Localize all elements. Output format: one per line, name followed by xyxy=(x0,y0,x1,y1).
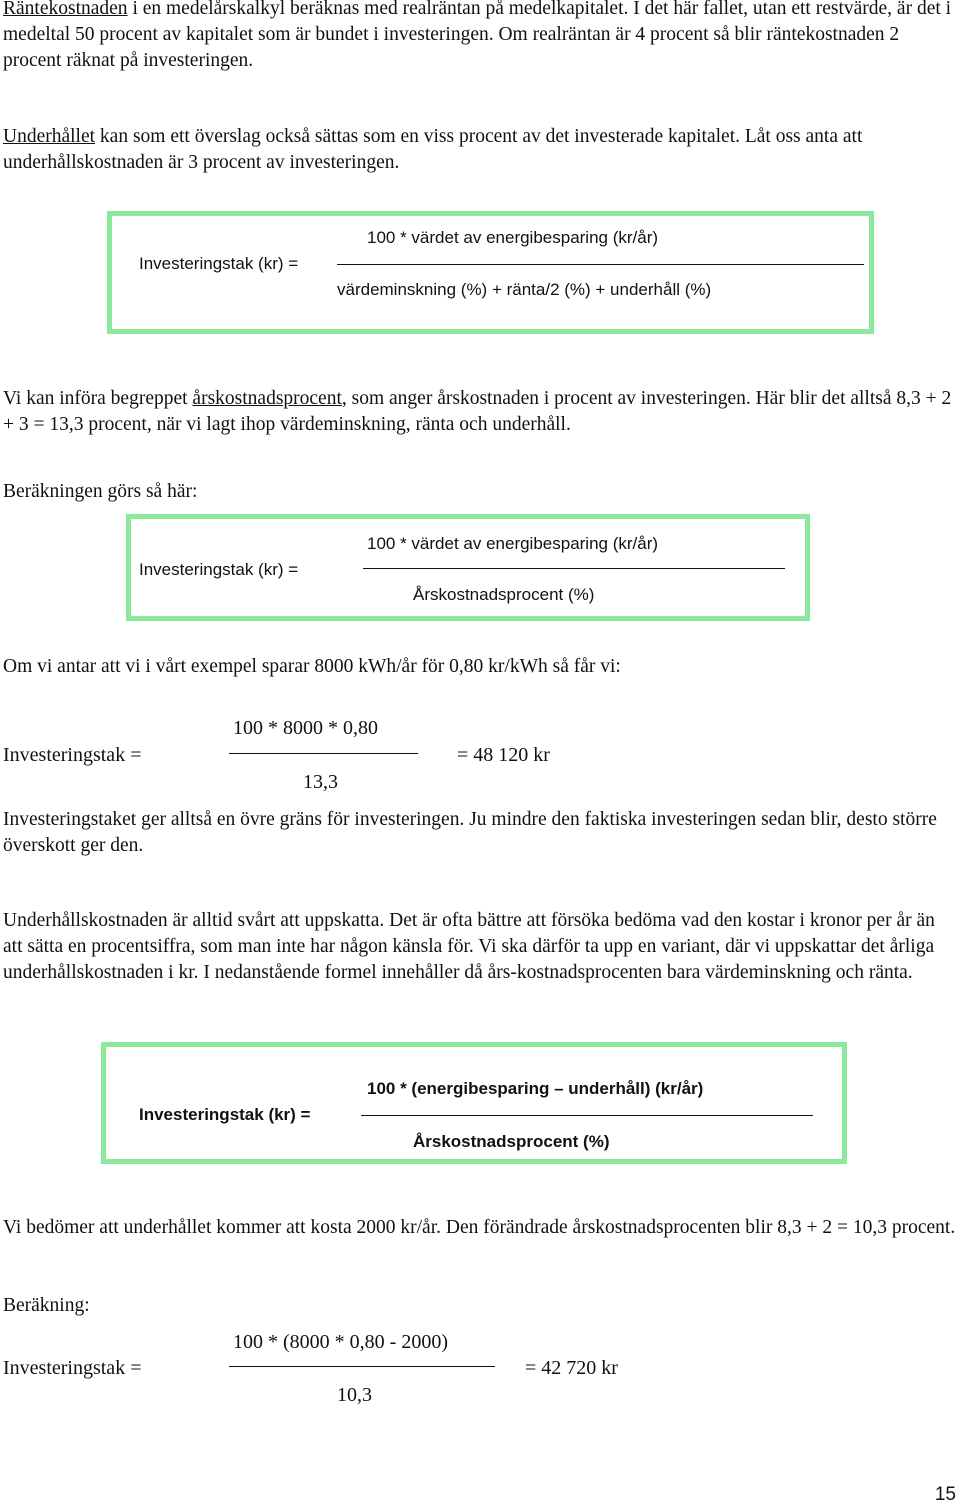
calc-result: = 48 120 kr xyxy=(457,744,550,766)
formula-lhs: Investeringstak (kr) = xyxy=(139,1105,311,1124)
formula-numerator: 100 * värdet av energibesparing (kr/år) xyxy=(367,228,659,247)
paragraph-annual-cost-percent: Vi kan införa begreppet årskostnadsprocent, som anger årskostnaden i procent av investeringen. Här blir det alltså 8,3 + 2 + 3 = 13,3 procent, när vi lagt ihop värdeminskning, ränta och underhåll. xyxy=(3,388,952,435)
paragraph-interest-cost xyxy=(3,0,958,74)
calc-numerator: 100 * (8000 * 0,80 - 2000) xyxy=(233,1331,448,1353)
calc-lhs: Investeringstak = xyxy=(3,1357,142,1379)
paragraph-maintenance-estimate: Underhållskostnaden är alltid svårt att uppskatta. Det är ofta bättre att försöka bedöma vad den kostar i kronor per år än att sätta en procentsiffra, som man inte har någon känsla för. Vi ska därför ta upp en variant, där vi uppskattar det årliga underhållskostnaden i kr. I nedanstående formel innehåller då års-kostnadsprocenten bara värdeminskning och ränta. xyxy=(3,910,935,983)
formula-lhs: Investeringstak (kr) = xyxy=(139,254,299,273)
paragraph-new-percentage: Vi bedömer att underhållet kommer att kosta 2000 kr/år. Den förändrade årskostnadsprocenten blir 8,3 + 2 = 10,3 procent. xyxy=(3,1217,956,1238)
fraction-line xyxy=(229,753,418,754)
paragraph-calculation-intro: Beräkningen görs så här: xyxy=(3,481,198,502)
term-underhallet: Underhållet xyxy=(3,126,96,147)
formula-box-1 xyxy=(107,211,874,334)
fraction-line xyxy=(363,568,785,569)
paragraph-text: kan som ett överslag också sättas som en viss procent av det investerade kapitalet. Låt oss anta att underhållskostnaden är 3 procent av investeringen. xyxy=(3,126,863,173)
formula-denominator: Årskostnadsprocent (%) xyxy=(413,585,595,604)
formula-denominator: Årskostnadsprocent (%) xyxy=(413,1132,610,1151)
paragraph-maintenance xyxy=(3,124,958,176)
fraction-line xyxy=(229,1366,495,1367)
formula-box-3 xyxy=(101,1042,847,1164)
paragraph-calculation-label: Beräkning: xyxy=(3,1295,90,1316)
paragraph-text: i en medelårskalkyl beräknas med realräntan på medelkapitalet. I det här fallet, utan ett restvärde, är det i medeltal 50 procent av kapitalet som är bundet i investeringen. Om realräntan är 4 procent så blir räntekostnaden 2 procent räknat på investeringen. xyxy=(3,0,952,71)
fraction-line xyxy=(361,1115,813,1116)
formula-numerator: 100 * värdet av energibesparing (kr/år) xyxy=(367,534,659,553)
paragraph-investment-ceiling: Investeringstaket ger alltså en övre gräns för investeringen. Ju mindre den faktiska investeringen sedan blir, desto större överskott ger den. xyxy=(3,809,937,856)
calc-numerator: 100 * 8000 * 0,80 xyxy=(233,717,378,739)
formula-numerator: 100 * (energibesparing – underhåll) (kr/år) xyxy=(367,1079,704,1098)
term-rantekostnaden: Räntekostnaden xyxy=(3,0,128,19)
formula-denominator: värdeminskning (%) + ränta/2 (%) + underhåll (%) xyxy=(337,280,712,299)
calc-denominator: 13,3 xyxy=(303,771,338,793)
calc-lhs: Investeringstak = xyxy=(3,744,142,766)
paragraph-example: Om vi antar att vi i vårt exempel sparar 8000 kWh/år för 0,80 kr/kWh så får vi: xyxy=(3,656,621,677)
calc-denominator: 10,3 xyxy=(337,1384,372,1406)
term-arskostnadsprocent: årskostnadsprocent xyxy=(192,388,342,409)
page-number: 15 xyxy=(934,1484,956,1505)
fraction-line xyxy=(337,264,864,265)
calc-result: = 42 720 kr xyxy=(525,1357,618,1379)
formula-box-2 xyxy=(126,514,810,621)
formula-lhs: Investeringstak (kr) = xyxy=(139,560,299,579)
